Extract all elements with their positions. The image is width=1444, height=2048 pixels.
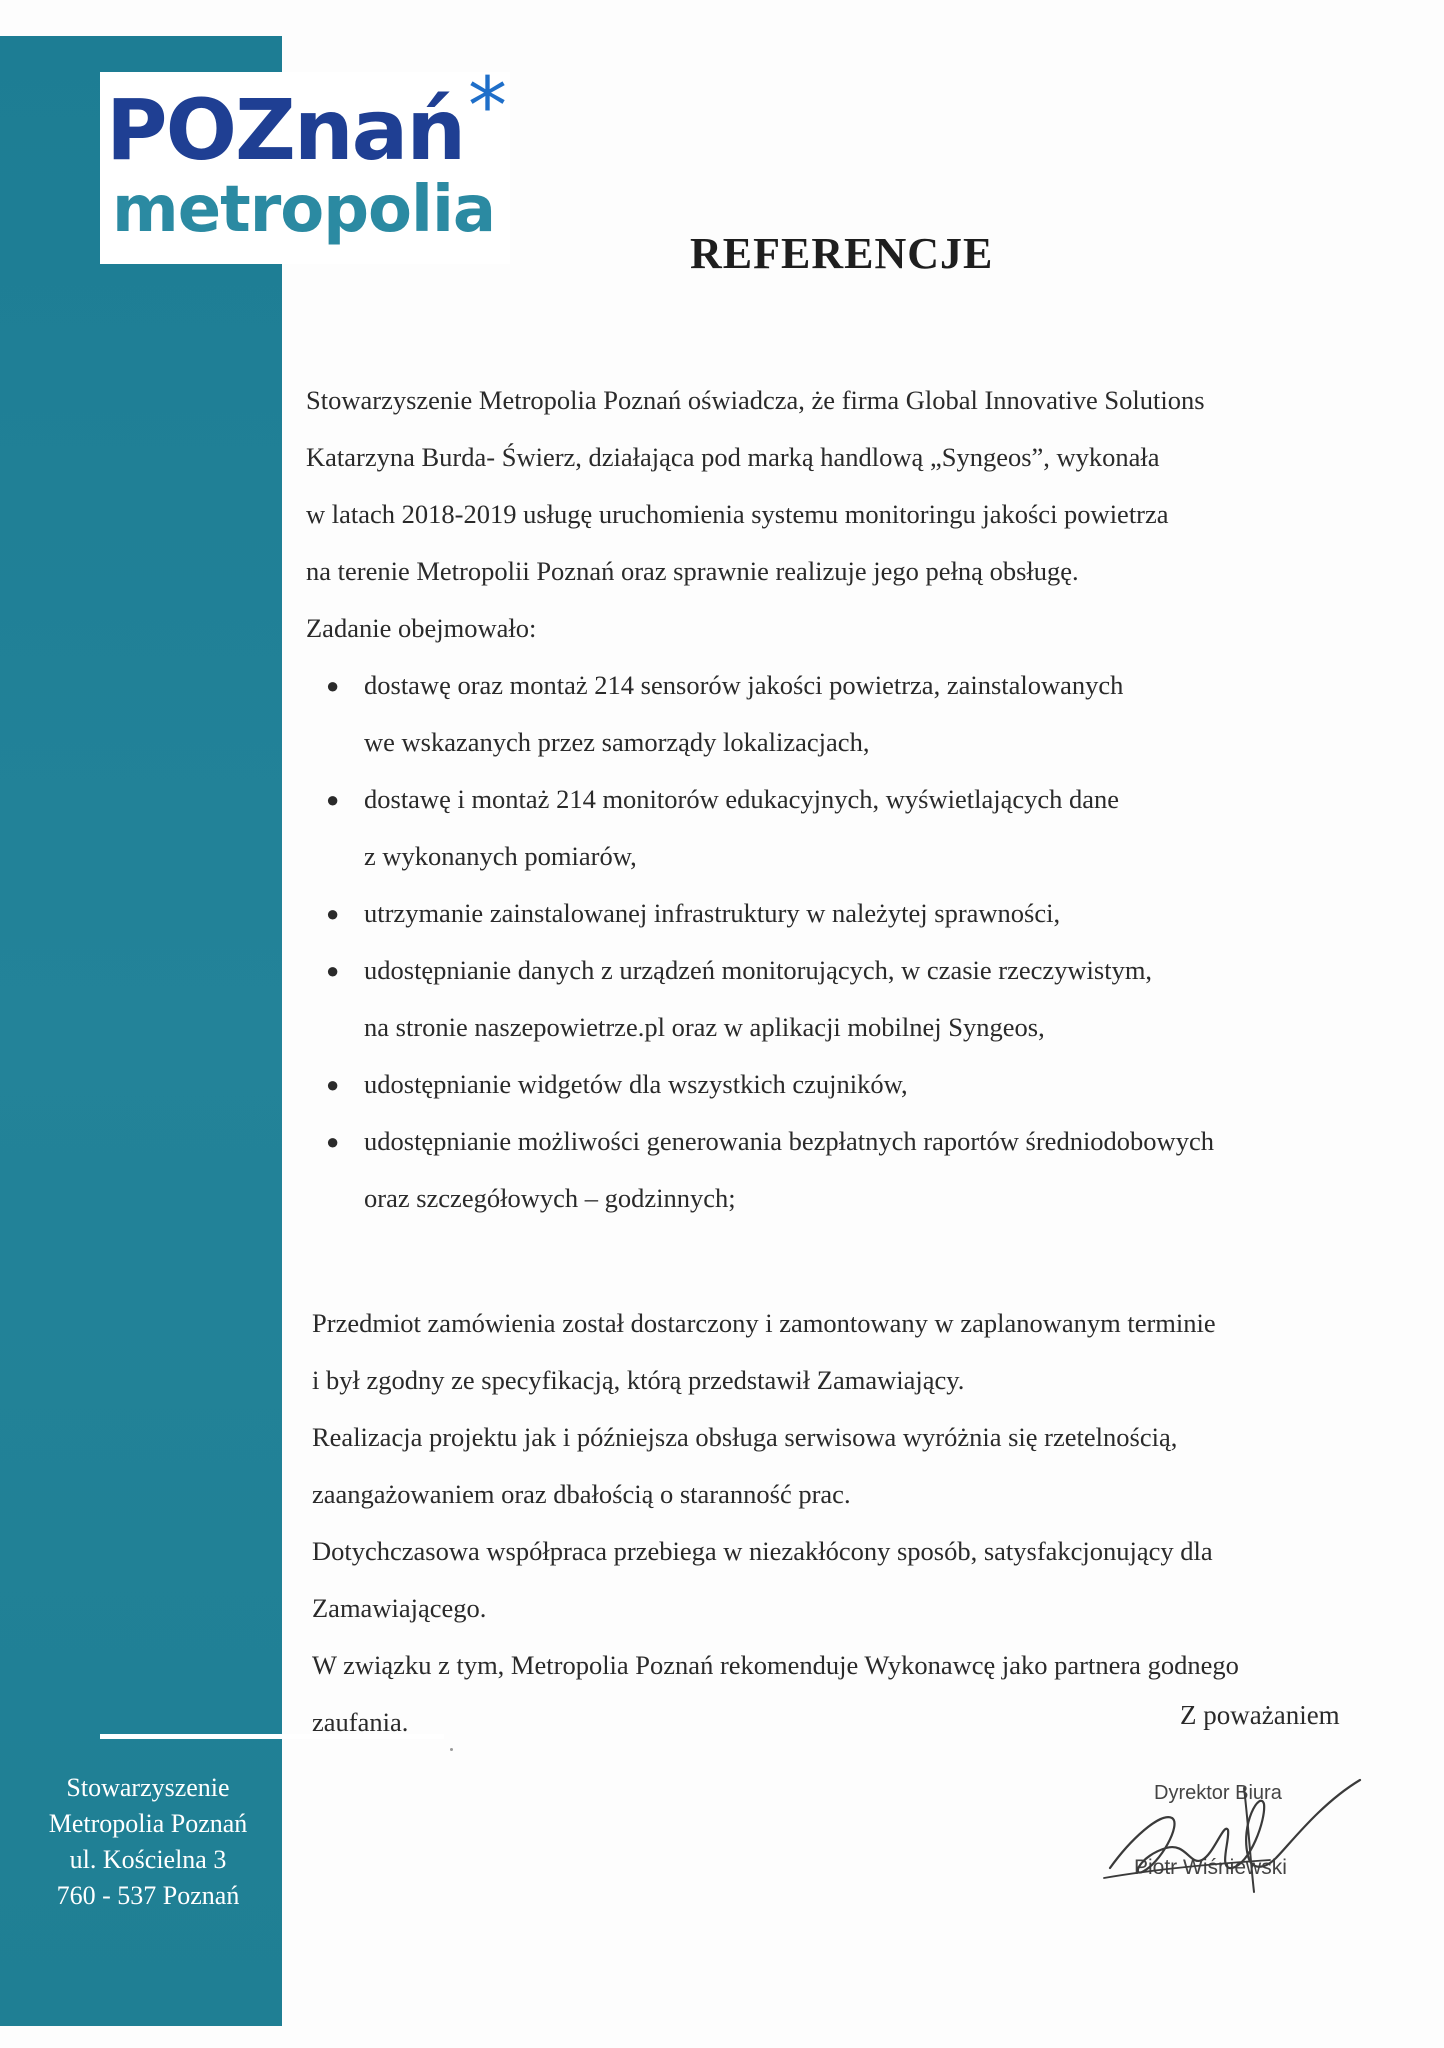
text-line: Stowarzyszenie Metropolia Poznań oświadcza, że firma Global Innovative Solutions <box>306 385 1205 415</box>
list-item <box>306 1113 1406 1227</box>
intro-paragraph <box>306 372 1406 657</box>
scan-speck <box>450 1748 453 1751</box>
text-line: zaangażowaniem oraz dbałością o staranność prac. <box>312 1479 851 1509</box>
signature-block <box>1090 1760 1380 1910</box>
text-line: we wskazanych przez samorządy lokalizacjach, <box>364 727 870 757</box>
closing-salutation: Z poważaniem <box>1180 1700 1340 1730</box>
stamp-name: Piotr Wiśniewski <box>1134 1856 1287 1879</box>
bullet-icon: ● <box>326 787 340 812</box>
bullet-icon: ● <box>326 958 340 983</box>
text-line: utrzymanie zainstalowanej infrastruktury w należytej sprawności, <box>364 898 1061 928</box>
address-line: 760 - 537 Poznań <box>56 1881 240 1910</box>
logo-star-icon: * <box>468 62 507 152</box>
address-line: ul. Kościelna 3 <box>69 1845 227 1874</box>
text-line: na terenie Metropolii Poznań oraz sprawnie realizuje jego pełną obsługę. <box>306 556 1079 586</box>
text-line: dostawę i montaż 214 monitorów edukacyjnych, wyświetlających dane <box>364 784 1120 814</box>
body-paragraph <box>306 1295 1406 1751</box>
text-line: Przedmiot zamówienia został dostarczony i zamontowany w zaplanowanym terminie <box>312 1308 1216 1338</box>
text-line: w latach 2018-2019 usługę uruchomienia systemu monitoringu jakości powietrza <box>306 499 1169 529</box>
text-line: Zamawiającego. <box>312 1593 487 1623</box>
text-line: Katarzyna Burda- Świerz, działająca pod marką handlową „Syngeos”, wykonała <box>306 442 1160 472</box>
sender-address <box>20 1770 276 1914</box>
task-list <box>306 657 1406 1227</box>
list-item <box>306 1056 1406 1113</box>
text-line: W związku z tym, Metropolia Poznań rekomenduje Wykonawcę jako partnera godnego <box>312 1650 1239 1680</box>
handwritten-signature <box>1090 1760 1380 1910</box>
bullet-icon: ● <box>326 673 340 698</box>
address-line: Metropolia Poznań <box>48 1809 248 1838</box>
logo-poznan-text: POZnań <box>106 81 465 179</box>
list-item <box>306 657 1406 771</box>
list-item <box>306 885 1406 942</box>
document-title: REFERENCJE <box>690 229 994 278</box>
text-line: udostępnianie widgetów dla wszystkich czujników, <box>364 1069 908 1099</box>
bullet-icon: ● <box>326 901 340 926</box>
stamp-title: Dyrektor Biura <box>1154 1782 1282 1804</box>
logo-metropolia-text: metropolia <box>112 173 496 247</box>
poznan-metropolia-logo <box>100 62 510 264</box>
list-item <box>306 942 1406 1056</box>
letter-body <box>306 372 1406 1751</box>
text-line: z wykonanych pomiarów, <box>364 841 637 871</box>
text-line: Zadanie obejmowało: <box>306 613 537 643</box>
text-line: Realizacja projektu jak i późniejsza obsługa serwisowa wyróżnia się rzetelnością, <box>312 1422 1178 1452</box>
list-item <box>306 771 1406 885</box>
text-line: udostępnianie danych z urządzeń monitorujących, w czasie rzeczywistym, <box>364 955 1153 985</box>
text-line: dostawę oraz montaż 214 sensorów jakości powietrza, zainstalowanych <box>364 670 1124 700</box>
text-line: oraz szczegółowych – godzinnych; <box>364 1183 736 1213</box>
address-line: Stowarzyszenie <box>66 1773 230 1802</box>
bullet-icon: ● <box>326 1072 340 1097</box>
paragraph-gap <box>306 1227 1406 1295</box>
text-line: Dotychczasowa współpraca przebiega w niezakłócony sposób, satysfakcjonujący dla <box>312 1536 1213 1566</box>
bullet-icon: ● <box>326 1129 340 1154</box>
text-line: na stronie naszepowietrze.pl oraz w aplikacji mobilnej Syngeos, <box>364 1012 1045 1042</box>
text-line: i był zgodny ze specyfikacją, którą przedstawił Zamawiający. <box>312 1365 965 1395</box>
text-line: zaufania. <box>312 1707 409 1737</box>
sidebar-band <box>0 36 282 2026</box>
text-line: udostępnianie możliwości generowania bezpłatnych raportów średniodobowych <box>364 1126 1214 1156</box>
